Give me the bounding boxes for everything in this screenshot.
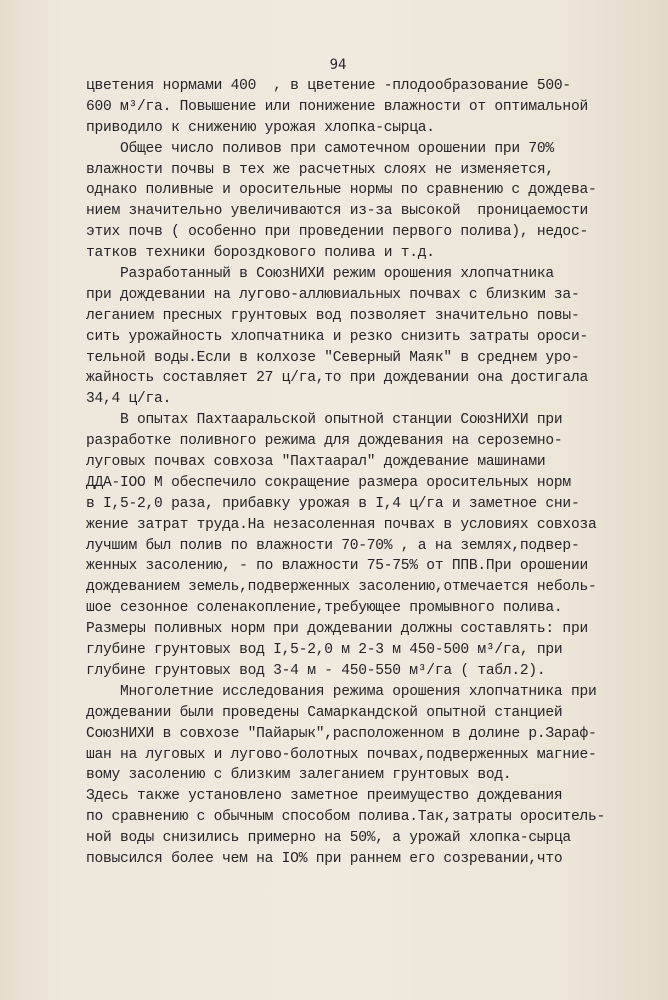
text-line: глубине грунтовых вод I,5-2,0 м 2-3 м 450-500 м³/га, при xyxy=(86,642,563,659)
text-line: 600 м³/га. Повышение или понижение влажности от оптимальной xyxy=(86,98,588,115)
text-line: сить урожайность хлопчатника и резко снизить затраты ороси- xyxy=(86,328,588,345)
text-line: Размеры поливных норм при дождевании должны составлять: при xyxy=(86,621,588,638)
text-line: ной воды снизились примерно на 50%, а урожай хлопка-сырца xyxy=(86,830,571,847)
text-line: лучшим был полив по влажности 70-70% , а на землях,подвер- xyxy=(86,537,580,554)
text-line: женных засолению, - по влажности 75-75% от ППВ.При орошении xyxy=(86,558,588,575)
text-line: Многолетние исследования режима орошения хлопчатника при xyxy=(86,683,597,700)
text-line: нием значительно увеличиваются из-за высокой проницаемости xyxy=(86,203,588,220)
text-line: приводило к снижению урожая хлопка-сырца. xyxy=(86,119,435,136)
text-line: влажности почвы в тех же расчетных слоях не изменяется, xyxy=(86,161,554,178)
text-line: однако поливные и оросительные нормы по сравнению с дождева- xyxy=(86,182,597,199)
text-line: глубине грунтовых вод 3-4 м - 450-550 м³/га ( табл.2). xyxy=(86,662,546,679)
text-line: луговых почвах совхоза "Пахтаарал" дождевание машинами xyxy=(86,454,546,471)
text-line: шое сезонное соленакопление,требующее промывного полива. xyxy=(86,600,563,617)
text-line: цветения нормами 400 , в цветение -плодообразование 500- xyxy=(86,78,571,94)
text-line: вому засолению с близким залеганием грунтовых вод. xyxy=(86,767,512,784)
page-number: 94 xyxy=(329,57,347,73)
text-line: жение затрат труда.На незасоленная почвах в условиях совхоза xyxy=(86,516,597,533)
text-line: жайность составляет 27 ц/га,то при дождевании она достигала xyxy=(86,370,588,387)
text-line: ДДА-IOO М обеспечило сокращение размера оросительных норм xyxy=(86,474,571,491)
text-line: шан на луговых и лугово-болотных почвах,подверженных магние- xyxy=(86,746,597,763)
text-line: Здесь также установлено заметное преимущество дождевания xyxy=(86,788,563,805)
text-line: повысился более чем на IO% при раннем его созревании,что xyxy=(86,850,563,867)
body-text xyxy=(86,76,605,870)
text-line: В опытах Пахтааральской опытной станции СоюзНИХИ при xyxy=(86,412,563,429)
text-line: 34,4 ц/га. xyxy=(86,391,172,408)
text-line: разработке поливного режима для дождевания на сероземно- xyxy=(86,433,563,450)
text-line: при дождевании на лугово-аллювиальных почвах с близким за- xyxy=(86,286,580,303)
text-line: дождевании были проведены Самаркандской опытной станцией xyxy=(86,704,563,721)
text-line: татков техники бороздкового полива и т.д. xyxy=(86,245,435,262)
text-line: в I,5-2,0 раза, прибавку урожая в I,4 ц/га и заметное сни- xyxy=(86,495,580,512)
text-line: леганием пресных грунтовых вод позволяет значительно повы- xyxy=(86,307,580,324)
text-line: этих почв ( особенно при проведении первого полива), недос- xyxy=(86,224,588,241)
text-line: Общее число поливов при самотечном орошении при 70% xyxy=(86,140,554,157)
text-line: дождеванием земель,подверженных засолению,отмечается неболь- xyxy=(86,579,597,596)
text-line: СоюзНИХИ в совхозе "Пайарык",расположенном в долине р.Зараф- xyxy=(86,725,597,742)
text-line: тельной воды.Если в колхозе "Северный Маяк" в среднем уро- xyxy=(86,349,580,366)
text-line: по сравнению с обычным способом полива.Так,затраты ороситель- xyxy=(86,809,605,826)
text-line: Разработанный в СоюзНИХИ режим орошения хлопчатника xyxy=(86,266,554,283)
